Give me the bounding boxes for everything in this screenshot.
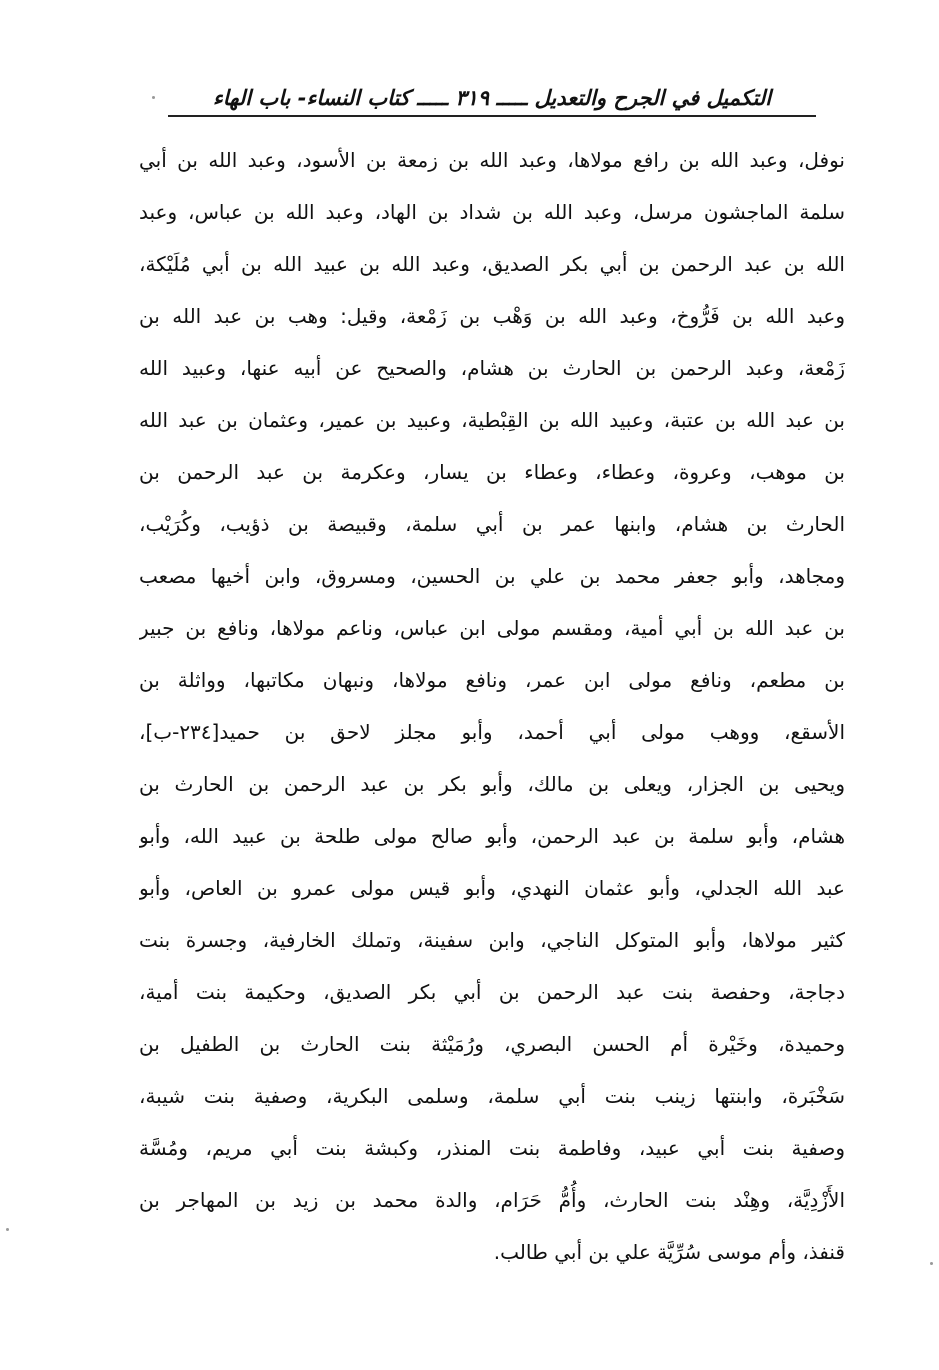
text-line: وصفية بنت أبي عبيد، وفاطمة بنت المنذر، وكبشة بنت أبي مريم، ومُسَّة [139,1136,845,1160]
text-line: عبد الله الجدلي، وأبو عثمان النهدي، وأبو قيس مولى عمرو بن العاص، وأبو [139,876,845,900]
running-header: التكميل في الجرح والتعديل ـــــ ٣١٩ ـــــ كتاب النساء- باب الهاء [212,86,772,110]
text-line: وعبد الله بن فَرُّوخ، وعبد الله بن وَهْب بن زَمْعة، وقيل: وهب بن عبد الله بن [139,304,845,328]
text-line: الحارث بن هشام، وابنها عمر بن أبي سلمة، وقبيصة بن ذؤيب، وكُرَيْب، [139,512,845,536]
text-line: ومجاهد، وأبو جعفر محمد بن علي بن الحسين، ومسروق، وابن أخيها مصعب [139,564,845,588]
section-title: كتاب النساء- باب الهاء [212,86,410,110]
text-line: كثير مولاها، وأبو المتوكل الناجي، وابن سفينة، وتملك الخارفية، وجسرة بنت [139,928,845,952]
text-line: نوفل، وعبد الله بن رافع مولاها، وعبد الله بن زمعة بن الأسود، وعبد الله بن أبي [139,148,845,172]
text-line: سلمة الماجشون مرسل، وعبد الله بن شداد بن الهاد، وعبد الله بن عباس، وعبد [139,200,845,224]
body-text [139,134,845,1278]
text-line: بن عبد الله بن أبي أمية، ومقسم مولى ابن عباس، وناعم مولاها، ونافع بن جبير [139,616,845,640]
scan-speck [6,1228,9,1231]
text-line: بن مطعم، ونافع مولى ابن عمر، ونافع مولاها، ونبهان مكاتبها، وواثلة بن [139,668,845,692]
text-line: بن موهب، وعروة، وعطاء، وعطاء بن يسار، وعكرمة بن عبد الرحمن بن [139,460,845,484]
text-line: ويحيى بن الجزار، ويعلى بن مالك، وأبو بكر بن عبد الرحمن بن الحارث بن [139,772,845,796]
text-line: بن عبد الله بن عتبة، وعبيد الله بن القِبْطية، وعبيد بن عمير، وعثمان بن عبد الله [139,408,845,432]
header-rule [168,115,816,117]
text-line: قنفذ، وأم موسى سُرِّيَّة علي بن أبي طالب. [493,1240,845,1264]
book-title: التكميل في الجرح والتعديل [534,86,772,110]
text-line: زَمْعة، وعبد الرحمن بن الحارث بن هشام، والصحيح عن أبيه عنها، وعبيد الله [139,356,845,380]
text-line: دجاجة، وحفصة بنت عبد الرحمن بن أبي بكر الصديق، وحكيمة بنت أمية، [139,980,845,1004]
text-line: هشام، وأبو سلمة بن عبد الرحمن، وأبو صالح مولى طلحة بن عبيد الله، وأبو [139,824,845,848]
text-line: الأسقع، ووهب مولى أبي أحمد، وأبو مجلز لاحق بن حميد[٢٣٤-ب]، [139,720,845,744]
text-line: الله بن عبد الرحمن بن أبي بكر الصديق، وعبد الله بن عبيد الله بن أبي مُلَيْكة، [139,252,845,276]
text-line: وحميدة، وخَيْرة أم الحسن البصري، ورُمَيْثة بنت الحارث بن الطفيل بن [139,1032,845,1056]
scan-speck [152,96,155,99]
scan-speck [930,1262,933,1265]
text-line: الأَزْدِيَّة، وهِنْد بنت الحارث، وأُمُّ حَرَام، والدة محمد بن زيد بن المهاجر بن [139,1188,845,1212]
page-number: ٣١٩ [455,86,490,110]
text-line: سَخْبَرة، وابنتها زينب بنت أبي سلمة، وسلمى البكرية، وصفية بنت شيبة، [139,1084,845,1108]
